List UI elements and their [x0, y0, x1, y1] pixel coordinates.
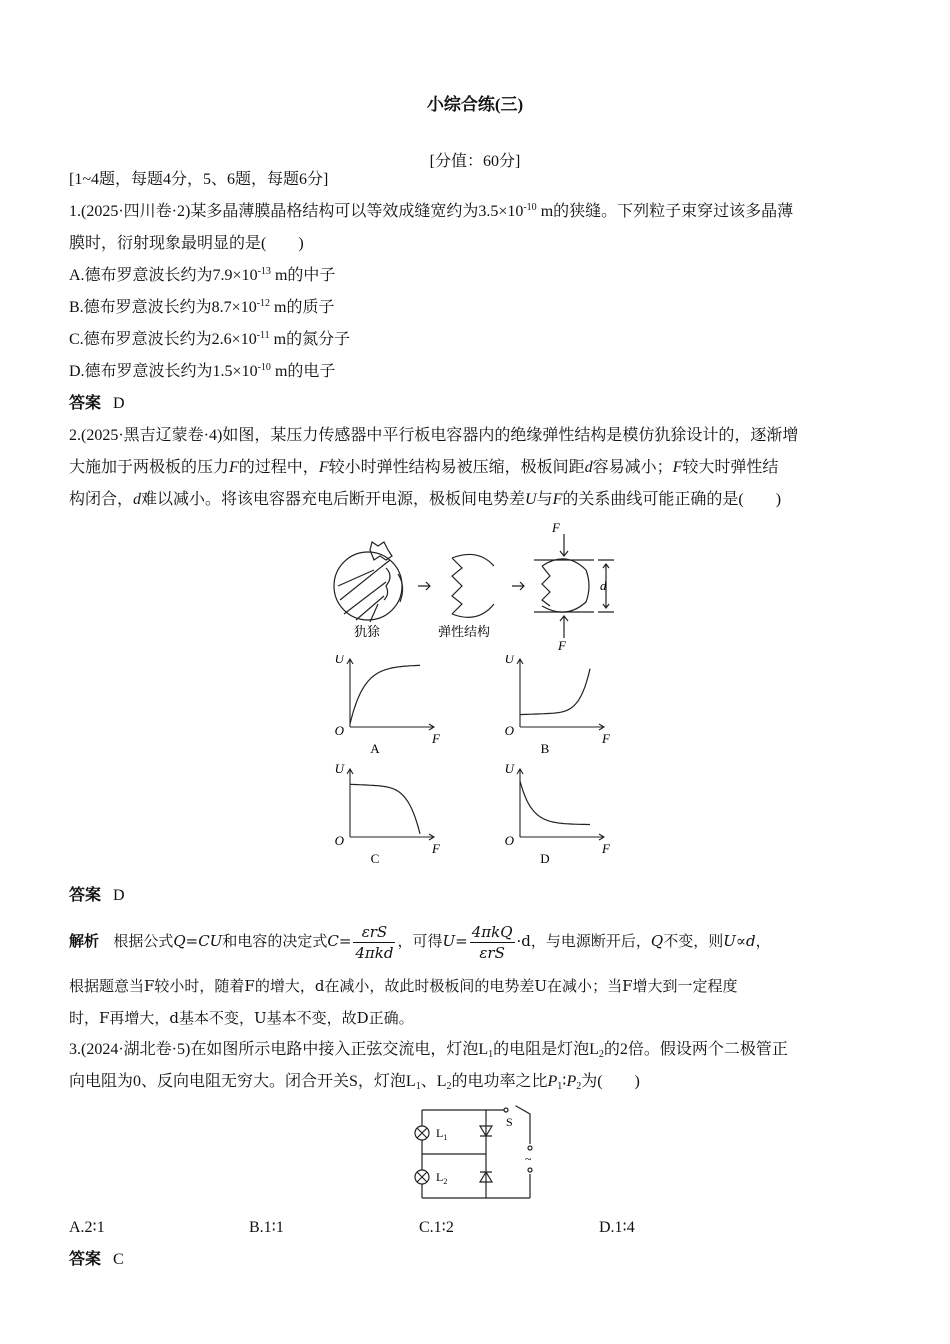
fig-label-d: d	[600, 578, 607, 593]
fig-label-elastic: 弹性结构	[438, 624, 491, 639]
q2-var-u: U	[525, 491, 537, 508]
q3-p-var: P	[547, 1073, 558, 1090]
x-axis	[350, 834, 434, 840]
q2-l2-a: 大施加于两极板的压力	[69, 459, 230, 476]
graph-d	[505, 761, 611, 866]
q3-answer-label: 答案	[69, 1251, 102, 1268]
q3-sub2: 2	[576, 1081, 582, 1092]
fraction-u-den: εrS	[479, 943, 505, 962]
q1-stem-b: m的狭缝。下列粒子束穿过该多晶薄	[536, 203, 794, 220]
circuit-label-switch: S	[506, 1115, 513, 1129]
q2-var-d: d	[133, 491, 142, 508]
q2-stem-line3	[69, 490, 781, 510]
analysis-p3: ，可得	[397, 932, 443, 950]
curve	[350, 784, 420, 834]
analysis-f1: Q=CU	[173, 932, 223, 950]
circuit-wires	[422, 1106, 530, 1198]
q2-answer-value: D	[113, 887, 125, 904]
curve	[520, 781, 590, 824]
origin-label: O	[334, 833, 344, 848]
q1-option-c	[69, 330, 350, 350]
q1-option-d-post: m的电子	[270, 363, 336, 380]
y-axis	[517, 659, 523, 727]
q1-stem-a: 1.(2025·四川卷·2)某多晶薄膜晶格结构可以等效成缝宽约为3.5×10	[69, 203, 524, 220]
q2-var-f: F	[318, 459, 329, 476]
q2-analysis-line1	[69, 918, 771, 964]
y-label: U	[504, 761, 514, 776]
circuit-label-source: ~	[525, 1152, 532, 1166]
analysis-p6: ，	[755, 932, 771, 950]
q2-l3-d: 的关系曲线可能正确的是( )	[562, 491, 782, 508]
analysis-p1: 根据公式	[113, 932, 174, 950]
origin-label: O	[334, 723, 344, 738]
q1-answer-label: 答案	[69, 395, 102, 412]
q1-option-a-pre: A.德布罗意波长约为7.9×10	[69, 267, 258, 284]
x-label: F	[432, 841, 440, 856]
q2-var-f: F	[229, 459, 239, 476]
circuit-label-l1-main: L	[436, 1126, 444, 1140]
q1-answer-value: D	[113, 395, 125, 412]
circuit-label-l2	[436, 1170, 447, 1186]
x-label: F	[432, 731, 440, 746]
q3-stem-line2	[69, 1072, 640, 1092]
q3-answer	[69, 1250, 124, 1270]
y-label: U	[334, 761, 344, 776]
q3-option-b: B.1∶1	[249, 1219, 284, 1236]
q2-analysis-line3: 时，F再增大，d基本不变，U基本不变，故D正确。	[69, 1009, 414, 1027]
analysis-p4: ·d，与电源断开后，	[516, 932, 651, 950]
x-axis	[520, 834, 604, 840]
q1-option-a-exp: -13	[257, 266, 271, 277]
q3-stem-line1	[69, 1040, 788, 1060]
q3-l2-b: 、L	[420, 1073, 447, 1090]
y-label: U	[504, 655, 514, 666]
q3-option-a: A.2∶1	[69, 1219, 105, 1236]
q2-l3-a: 构闭合，	[69, 491, 134, 508]
q3-sub1: 1	[557, 1081, 563, 1092]
q2-l2-e: 较大时弹性结	[682, 459, 779, 476]
elastic-structure-open	[452, 554, 494, 617]
graph-b	[505, 655, 611, 756]
page-title: 小综合练(三)	[426, 95, 524, 114]
analysis-q-var: Q	[650, 932, 664, 950]
q1-option-c-post: m的氮分子	[269, 331, 351, 348]
analysis-prop: U∝d	[723, 932, 756, 950]
q2-var-d: d	[584, 459, 593, 476]
graph-c	[335, 761, 441, 866]
fraction-c-num: εrS	[353, 922, 395, 943]
q2-l2-d: 容易减小；	[592, 459, 673, 476]
x-axis	[520, 724, 604, 730]
q2-var-f: F	[552, 491, 563, 508]
graph-letter: C	[370, 851, 380, 866]
q1-option-d	[69, 362, 335, 382]
circuit-label-l1-sub: 1	[443, 1133, 448, 1142]
armadillo-figure	[330, 520, 620, 652]
q1-option-c-pre: C.德布罗意波长约为2.6×10	[69, 331, 257, 348]
q3-l2-c: 的电功率之比	[451, 1073, 548, 1090]
q2-stem-line1: 2.(2025·黑吉辽蒙卷·4)如图，某压力传感器中平行板电容器内的绝缘弹性结构是模仿犰狳设计的，逐渐增	[69, 427, 799, 444]
circuit-label-l2-sub: 2	[443, 1177, 448, 1186]
q2-answer-label: 答案	[69, 887, 102, 904]
q2-var-f: F	[672, 459, 683, 476]
q3-answer-value: C	[113, 1251, 124, 1268]
analysis-p5: 不变，则	[663, 932, 724, 950]
q2-l2-b: 的过程中，	[238, 459, 319, 476]
origin-label: O	[504, 833, 514, 848]
fraction-u	[470, 922, 515, 963]
curve	[350, 665, 420, 724]
arrow-icon	[418, 582, 524, 590]
score-note: [分值：60分]	[429, 153, 521, 170]
circuit-diagram	[408, 1104, 538, 1202]
uf-graphs	[330, 655, 630, 875]
fraction-u-num: 4πkQ	[471, 922, 513, 941]
analysis-u-eq: U=	[442, 932, 468, 950]
graph-letter: D	[540, 851, 550, 866]
fraction-c-den: 4πkd	[355, 943, 394, 962]
circuit-label-l1	[436, 1126, 447, 1142]
y-axis	[347, 769, 353, 837]
q3-l2-a: 向电阻为0、反向电阻无穷大。闭合开关S，灯泡L	[69, 1073, 416, 1090]
q2-l2-c: 较小时弹性结构易被压缩，极板间距	[328, 459, 585, 476]
q1-option-b-exp: -12	[256, 298, 271, 309]
q1-option-a-post: m的中子	[270, 267, 336, 284]
q3-l2-e: 为( )	[581, 1073, 640, 1090]
q1-option-d-exp: -10	[257, 362, 271, 373]
q3-p-var: P	[566, 1073, 577, 1090]
graph-letter: B	[540, 741, 550, 756]
fig-label-f-top: F	[552, 520, 560, 535]
q1-option-b-pre: B.德布罗意波长约为8.7×10	[69, 299, 257, 316]
q3-option-d: D.1∶4	[599, 1219, 635, 1236]
x-axis	[350, 724, 434, 730]
q3-sub2: 2	[598, 1049, 604, 1060]
q3-sub1: 1	[488, 1049, 494, 1060]
q2-analysis-label: 解析	[69, 932, 100, 950]
fig-label-f-bottom: F	[558, 638, 566, 652]
x-label: F	[602, 841, 610, 856]
q1-stem-line1	[69, 202, 793, 222]
q2-answer	[69, 886, 125, 906]
q1-option-d-pre: D.德布罗意波长约为1.5×10	[69, 363, 258, 380]
origin-label: O	[504, 723, 514, 738]
q2-stem-line2	[69, 458, 778, 478]
circuit-label-l2-main: L	[436, 1170, 444, 1184]
q3-l1-b: 的电阻是灯泡L	[493, 1041, 599, 1058]
fraction-c	[353, 922, 395, 963]
q3-l1-a: 3.(2024·湖北卷·5)在如图所示电路中接入正弦交流电，灯泡L	[69, 1041, 489, 1058]
x-label: F	[602, 731, 610, 746]
q1-option-b-post: m的质子	[270, 299, 335, 316]
q2-l3-c: 与	[536, 491, 553, 508]
analysis-c-eq: C=	[327, 932, 352, 950]
q3-sub1: 1	[415, 1081, 421, 1092]
curve	[520, 669, 590, 715]
analysis-p2: 和电容的决定式	[222, 932, 328, 950]
graph-a	[335, 655, 441, 756]
y-label: U	[334, 655, 344, 666]
y-axis	[517, 769, 523, 837]
armadillo-illustration	[334, 542, 403, 622]
q3-sub2: 2	[446, 1081, 452, 1092]
q2-l3-b: 难以减小。将该电容器充电后断开电源，极板间电势差	[141, 491, 526, 508]
q1-option-b	[69, 298, 335, 318]
q1-stem-exp: -10	[523, 202, 537, 213]
q1-option-a	[69, 266, 335, 286]
graphs-layer	[335, 655, 611, 866]
q3-l2-d: ∶	[562, 1073, 567, 1090]
fig-label-armadillo: 犰狳	[354, 624, 381, 639]
q1-answer	[69, 394, 125, 414]
q2-analysis-line2: 根据题意当F较小时，随着F的增大，d在减小，故此时极板间的电势差U在减小；当F增大到一定程度	[69, 977, 738, 995]
q3-l1-c: 的2倍。假设两个二极管正	[603, 1041, 788, 1058]
q1-option-c-exp: -11	[256, 330, 270, 341]
switch-icon	[504, 1106, 516, 1112]
graph-letter: A	[370, 741, 380, 756]
q3-option-c: C.1∶2	[419, 1219, 454, 1236]
scoring-note: [1~4题，每题4分，5、6题，每题6分]	[69, 171, 329, 188]
q1-stem-line2: 膜时，衍射现象最明显的是( )	[69, 235, 304, 252]
